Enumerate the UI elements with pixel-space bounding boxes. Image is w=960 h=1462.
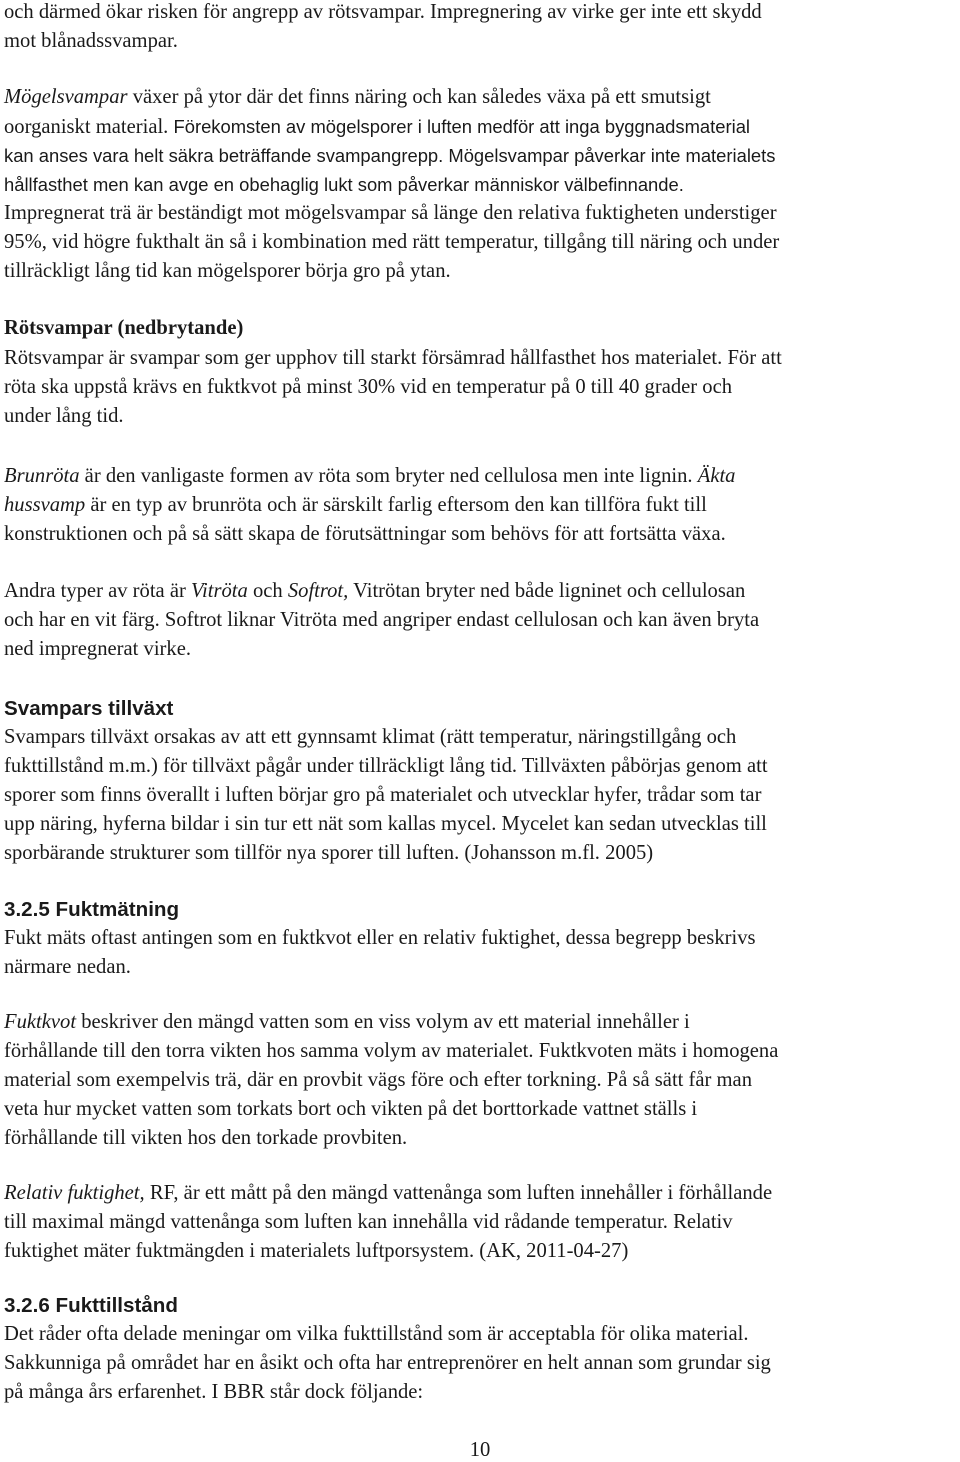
- text-span: Förekomsten av mögelsporer i luften medför att inga byggnadsmaterial: [173, 116, 751, 137]
- term-hussvamp: hussvamp: [4, 494, 86, 516]
- text-span: och: [247, 580, 288, 602]
- paragraph-growth: [4, 723, 956, 868]
- text-line: [4, 112, 956, 141]
- text-line: Svampars tillväxt orsakas av att ett gynnsamt klimat (rätt temperatur, näringstillgång och: [4, 726, 737, 748]
- text-line: 95%, vid högre fukthalt än så i kombination med rätt temperatur, tillgång till näring och under: [4, 231, 780, 253]
- text-line: Fukt mäts oftast antingen som en fuktkvot eller en relativ fuktighet, dessa begrepp beskrivs: [4, 927, 756, 949]
- text-line: ned impregnerat virke.: [4, 638, 191, 660]
- text-line: röta ska uppstå krävs en fuktkvot på minst 30% vid en temperatur på 0 till 40 grader och: [4, 376, 733, 398]
- text-line: förhållande till den torra vikten hos samma volym av materialet. Fuktkvoten mäts i homogena: [4, 1040, 779, 1062]
- text-line: Rötsvampar är svampar som ger upphov till starkt försämrad hållfasthet hos materialet. För att: [4, 347, 782, 369]
- text-line: och därmed ökar risken för angrepp av rötsvampar. Impregnering av virke ger inte ett skydd: [4, 1, 762, 23]
- text-span: är den vanligaste formen av röta som bryter ned cellulosa men inte lignin.: [79, 465, 698, 487]
- text-line: Impregnerat trä är beständigt mot mögelsvampar så länge den relativa fuktigheten understiger: [4, 202, 777, 224]
- paragraph-other-rot: [4, 577, 956, 664]
- text-line: [4, 577, 956, 606]
- text-line: sporbärande strukturer som tillför nya sporer till luften. (Johansson m.fl. 2005): [4, 842, 654, 864]
- paragraph-impregnation: [4, 0, 956, 56]
- text-span: växer på ytor där det finns näring och kan således växa på ett smutsigt: [127, 86, 711, 108]
- paragraph-mold: [4, 83, 956, 286]
- section-heading-326: [4, 1291, 956, 1320]
- text-line: förhållande till vikten hos den torkade provbiten.: [4, 1127, 408, 1149]
- text-line: fuktighet mäter fuktmängden i materialets luftporsystem. (AK, 2011-04-27): [4, 1240, 629, 1262]
- text-span: oorganiskt material.: [4, 116, 174, 138]
- paragraph-moisture-measure: [4, 924, 956, 982]
- text-line: upp näring, hyferna bildar i sin tur ett nät som kallas mycel. Mycelet kan sedan utvecklas till: [4, 813, 767, 835]
- paragraph-rot: [4, 344, 956, 431]
- paragraph-relative-humidity: [4, 1179, 956, 1266]
- text-line: till maximal mängd vattenånga som luften kan innehålla vid rådande temperatur. Relativ: [4, 1211, 733, 1233]
- text-span: Andra typer av röta är: [4, 580, 191, 602]
- text-line: [4, 491, 956, 520]
- term-brunrota: Brunröta: [4, 465, 80, 487]
- text-line: [4, 1008, 956, 1037]
- text-line: Sakkunniga på området har en åsikt och ofta har entreprenörer en helt annan som grundar sig: [4, 1352, 771, 1374]
- text-line: [4, 462, 956, 491]
- text-span: är en typ av brunröta och är särskilt farlig eftersom den kan tillföra fukt till: [85, 494, 707, 516]
- text-line: under lång tid.: [4, 405, 124, 427]
- term-fuktkvot: Fuktkvot: [4, 1011, 77, 1033]
- paragraph-brown-rot: [4, 462, 956, 549]
- text-line: och har en vit färg. Softrot liknar Vitröta med angriper endast cellulosan och kan även bryta: [4, 609, 760, 631]
- heading-growth-block: [4, 694, 956, 723]
- subheading-rotsvampar-block: [4, 314, 956, 343]
- term-akta: Äkta: [697, 465, 736, 487]
- text-line: närmare nedan.: [4, 956, 131, 978]
- section-title: Fuktmätning: [49, 898, 180, 921]
- section-number: 3.2.6: [4, 1294, 50, 1317]
- section-number: 3.2.5: [4, 898, 50, 921]
- text-span: kan anses vara helt säkra beträffande svampangrepp.: [4, 145, 444, 166]
- text-line: [4, 141, 956, 170]
- subheading-rotsvampar: Rötsvampar (nedbrytande): [4, 317, 244, 339]
- term-mogelsvampar: Mögelsvampar: [4, 86, 128, 108]
- section-heading-325-block: [4, 895, 956, 924]
- text-span: beskriver den mängd vatten som en viss volym av ett material innehåller i: [76, 1011, 690, 1033]
- text-span: Mögelsvampar påverkar inte materialets: [443, 145, 776, 166]
- text-line: material som exempelvis trä, där en provbit vägs före och efter torkning. På så sätt får man: [4, 1069, 752, 1091]
- text-span: RF, är ett mått på den mängd vattenånga som luften innehåller i förhållande: [144, 1182, 773, 1204]
- text-line: fukttillstånd m.m.) för tillväxt pågår under tillräckligt lång tid. Tillväxten påbörjas genom att: [4, 755, 768, 777]
- heading-growth: Svampars tillväxt: [4, 697, 174, 720]
- paragraph-fuktkvot: [4, 1008, 956, 1153]
- text-line: konstruktionen och på så sätt skapa de förutsättningar som behövs för att fortsätta växa.: [4, 523, 726, 545]
- text-line: Det råder ofta delade meningar om vilka fukttillstånd som är acceptabla för olika material.: [4, 1323, 749, 1345]
- text-line: veta hur mycket vatten som torkats bort och vikten på det borttorkade vattnet ställs i: [4, 1098, 698, 1120]
- text-line: hållfasthet men kan avge en obehaglig lukt som påverkar människor välbefinnande.: [4, 174, 684, 195]
- term-relativ-fuktighet: Relativ fuktighet,: [4, 1182, 145, 1204]
- page-number: 10: [469, 1439, 491, 1461]
- text-line: sporer som finns överallt i luften börjar gro på materialet och utvecklar hyfer, trådar som tar: [4, 784, 762, 806]
- term-softrot: Softrot,: [287, 580, 349, 602]
- section-heading-325: [4, 895, 956, 924]
- text-span: Vitrötan bryter ned både ligninet och cellulosan: [348, 580, 746, 602]
- section-heading-326-block: [4, 1291, 956, 1320]
- section-title: Fukttillstånd: [49, 1294, 178, 1317]
- text-line: [4, 1179, 956, 1208]
- text-line: mot blånadssvampar.: [4, 30, 178, 52]
- term-vitrota: Vitröta: [190, 580, 248, 602]
- text-line: tillräckligt lång tid kan mögelsporer börja gro på ytan.: [4, 260, 451, 282]
- text-line: på många års erfarenhet. I BBR står dock följande:: [4, 1381, 424, 1403]
- text-line: [4, 83, 956, 112]
- paragraph-moisture-state: [4, 1320, 956, 1407]
